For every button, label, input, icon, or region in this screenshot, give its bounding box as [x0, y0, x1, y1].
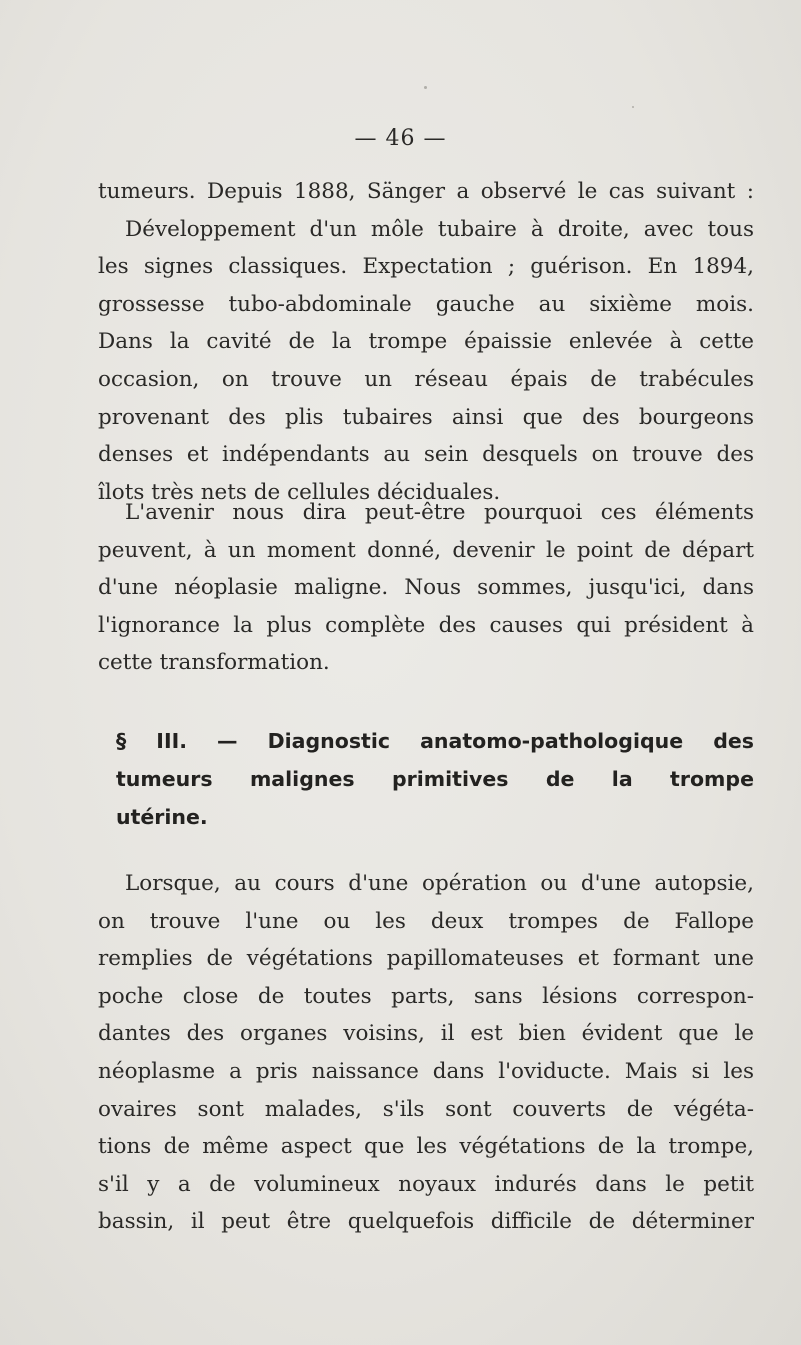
text-line: tions de même aspect que les végétations de la trompe,	[98, 1134, 754, 1160]
text-line: dantes des organes voisins, il est bien évident que le	[98, 1021, 754, 1047]
section-heading	[116, 722, 754, 836]
page-number: — 46 —	[354, 126, 447, 151]
text-line: remplies de végétations papillomateuses et formant une	[98, 946, 754, 972]
paragraph-3	[98, 865, 754, 1241]
heading-line: tumeurs malignes primitives de la trompe	[116, 767, 754, 791]
text-line: peuvent, à un moment donné, devenir le point de départ	[98, 537, 754, 563]
text-line: s'il y a de volumineux noyaux indurés dans le petit	[98, 1171, 754, 1197]
text-line: néoplasme a pris naissance dans l'oviducte. Mais si les	[98, 1058, 754, 1084]
heading-line: § III. — Diagnostic anatomo-pathologique des	[116, 729, 754, 753]
text-line: grossesse tubo-abdominale gauche au sixième mois.	[98, 291, 754, 317]
text-line: l'ignorance la plus complète des causes qui président à	[98, 612, 754, 638]
text-line: ovaires sont malades, s'ils sont couverts de végéta-	[98, 1096, 754, 1122]
text-line: Dans la cavité de la trompe épaissie enlevée à cette	[98, 329, 754, 355]
text-line: bassin, il peut être quelquefois difficile de déterminer	[98, 1209, 754, 1235]
text-line: les signes classiques. Expectation ; guérison. En 1894,	[98, 254, 754, 280]
paper-speck	[632, 106, 634, 108]
text-line: tumeurs. Depuis 1888, Sänger a observé le cas suivant :	[98, 179, 754, 204]
heading-line: utérine.	[116, 805, 208, 829]
text-line: Lorsque, au cours d'une opération ou d'une autopsie,	[125, 871, 754, 896]
text-line: poche close de toutes parts, sans lésions correspon-	[98, 983, 754, 1009]
text-line: d'une néoplasie maligne. Nous sommes, jusqu'ici, dans	[98, 575, 754, 601]
text-line: provenant des plis tubaires ainsi que des bourgeons	[98, 404, 754, 430]
text-line: L'avenir nous dira peut-être pourquoi ces éléments	[125, 500, 754, 525]
paragraph-2	[98, 494, 754, 682]
text-line: denses et indépendants au sein desquels on trouve des	[98, 442, 754, 468]
text-line: îlots très nets de cellules déciduales.	[98, 479, 501, 505]
text-line: occasion, on trouve un réseau épais de trabécules	[98, 366, 754, 392]
paper-speck	[424, 86, 427, 89]
paragraph-1	[98, 173, 754, 511]
text-line: on trouve l'une ou les deux trompes de Fallope	[98, 908, 754, 934]
text-line: cette transformation.	[98, 650, 330, 676]
text-line: Développement d'un môle tubaire à droite, avec tous	[125, 216, 754, 242]
